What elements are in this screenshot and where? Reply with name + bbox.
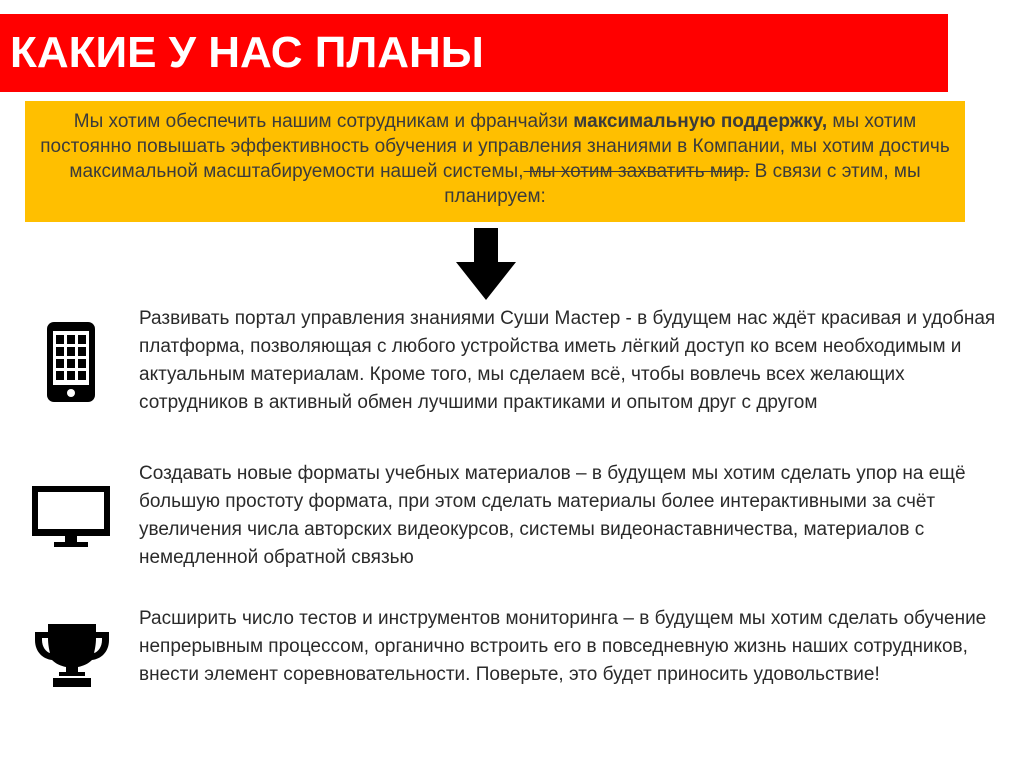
trophy-icon xyxy=(33,622,111,688)
intro-strikethrough-text: мы хотим захватить мир. xyxy=(523,161,750,182)
intro-text-part-1: Мы хотим обеспечить нашим сотрудникам и франчайзи xyxy=(73,111,574,132)
monitor-icon xyxy=(32,486,110,548)
intro-text-part-3: В связи с этим, мы планируем: xyxy=(444,161,921,207)
intro-text-part-2: мы хотим постоянно повышать эффективность обучения и управления знаниями в Компании, мы хотим достичь максимальной масштабируемости нашей системы, xyxy=(40,111,950,182)
intro-bold-text: максимальную поддержку, xyxy=(573,111,828,132)
plan-item-tests: Расширить число тестов и инструментов мониторинга – в будущем мы хотим сделать обучение непрерывным процессом, органично встроить его в повседневную жизнь наших сотрудников, внести элемент соревновательности. Поверьте, это будет приносить удовольствие! xyxy=(139,608,987,685)
down-arrow-icon xyxy=(456,228,516,300)
slide-title: КАКИЕ У НАС ПЛАНЫ xyxy=(10,28,484,77)
plan-item-portal: Развивать портал управления знаниями Суши Мастер - в будущем нас ждёт красивая и удобная платформа, позволяющая с любого устройства иметь лёгкий доступ ко всем необходимым и актуальным материалам. Кроме того, мы сделаем всё, чтобы вовлечь всех желающих сотрудников в активный обмен лучшими практиками и опытом друг с другом xyxy=(139,308,996,413)
plan-item-formats: Создавать новые форматы учебных материалов – в будущем мы хотим сделать упор на ещё большую простоту формата, при этом сделать материалы более интерактивными за счёт увеличения числа авторских видеокурсов, системы видеонаставничества, материалов с немедленной обратной связью xyxy=(139,463,966,568)
smartphone-icon xyxy=(47,322,95,402)
intro-text xyxy=(39,109,951,209)
intro-box xyxy=(25,101,965,222)
title-bar xyxy=(0,14,948,92)
